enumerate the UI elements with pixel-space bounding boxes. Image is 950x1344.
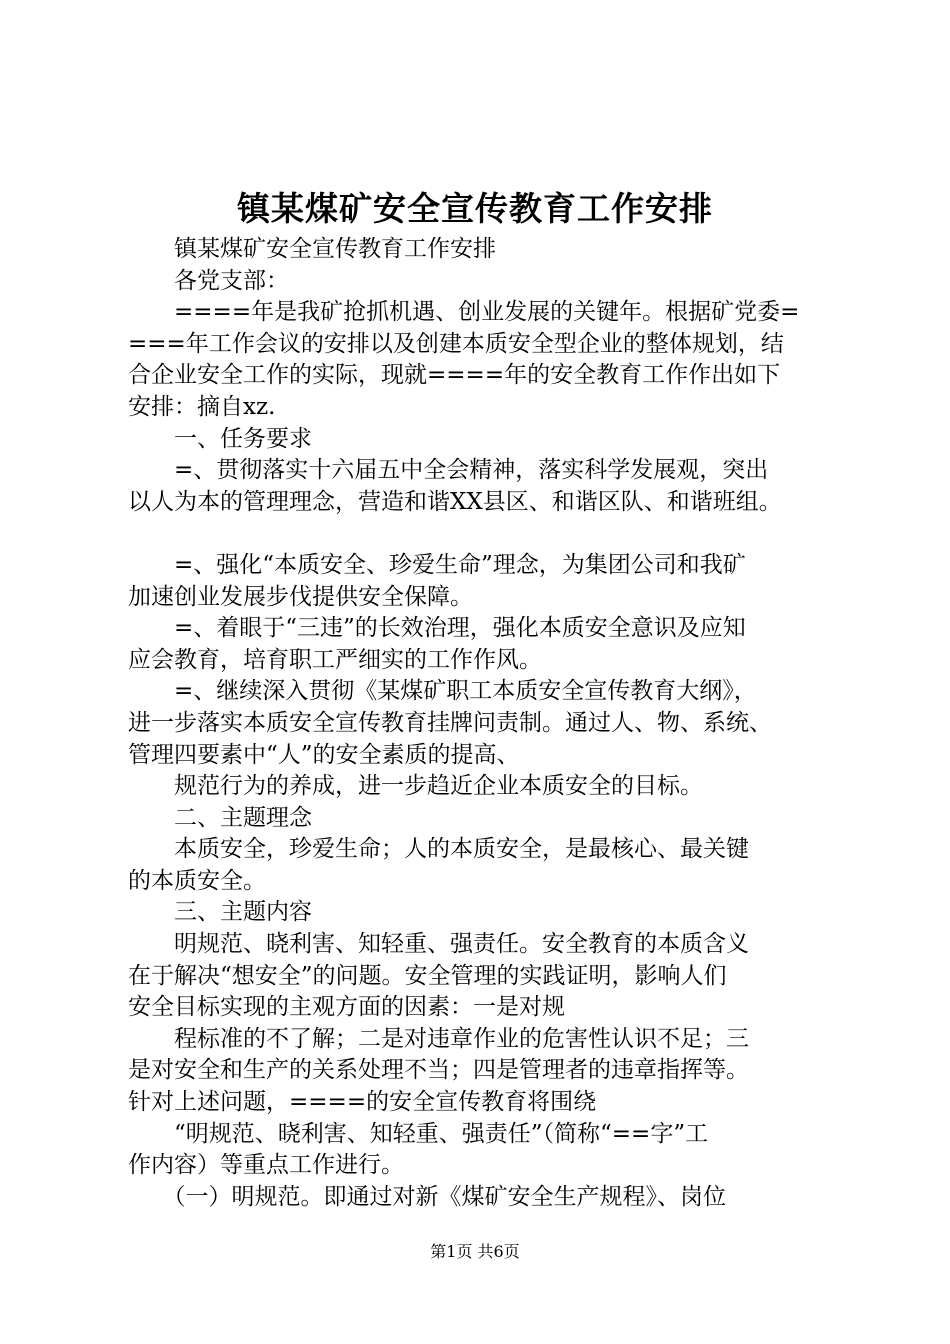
body-line: 合企业安全工作的实际，现就====年的安全教育工作作出如下 [128, 362, 781, 389]
body-line: 管理四要素中“人”的安全素质的提高、 [128, 741, 520, 768]
body-line: 以人为本的管理理念，营造和谐XX县区、和谐区队、和谐班组。 [128, 488, 782, 515]
body-line: 进一步落实本质安全宣传教育挂牌问责制。通过人、物、系统、 [128, 709, 772, 736]
document-body [128, 234, 840, 1213]
body-line: 是对安全和生产的关系处理不当；四是管理者的违章指挥等。 [128, 1057, 749, 1084]
body-line: 安排：摘自xz. [128, 393, 276, 420]
body-line: ====年是我矿抢抓机遇、创业发展的关键年。根据矿党委= [128, 299, 800, 326]
blank-line [128, 518, 840, 550]
body-line: 镇某煤矿安全宣传教育工作安排 [128, 236, 496, 262]
body-line: 本质安全，珍爱生命；人的本质安全，是最核心、最关键 [128, 836, 749, 863]
body-line: 二、主题理念 [128, 804, 312, 831]
body-line: =、继续深入贯彻《某煤矿职工本质安全宣传教育大纲》， [128, 678, 757, 705]
document-title: 镇某煤矿安全宣传教育工作安排 [237, 189, 713, 228]
body-line: 一、任务要求 [128, 425, 312, 452]
body-line: 各党支部： [128, 267, 289, 294]
body-line: 安全目标实现的主观方面的因素：一是对规 [128, 994, 565, 1021]
body-line: 在于解决“想安全”的问题。安全管理的实践证明，影响人们 [128, 962, 727, 989]
body-line: “明规范、晓利害、知轻重、强责任”（简称“==字”工 [128, 1120, 709, 1147]
body-line: 针对上述问题，====的安全宣传教育将围绕 [128, 1089, 597, 1116]
page-footer: 第1页 共6页 [430, 1242, 520, 1261]
body-line: =、贯彻落实十六届五中全会精神，落实科学发展观，突出 [128, 457, 769, 484]
body-line: 的本质安全。 [128, 867, 266, 894]
body-line: 程标准的不了解；二是对违章作业的危害性认识不足；三 [128, 1025, 749, 1052]
body-line: （一）明规范。即通过对新《煤矿安全生产规程》、岗位 [128, 1183, 726, 1210]
body-line: =、强化“本质安全、珍爱生命”理念，为集团公司和我矿 [128, 551, 746, 578]
body-line: 作内容）等重点工作进行。 [128, 1152, 404, 1179]
body-line: 加速创业发展步伐提供安全保障。 [128, 583, 473, 610]
body-line: =、着眼于“三违”的长效治理，强化本质安全意识及应知 [128, 615, 746, 642]
body-line: 规范行为的养成，进一步趋近企业本质安全的目标。 [128, 773, 703, 800]
body-line: ===年工作会议的安排以及创建本质安全型企业的整体规划，结 [128, 330, 784, 357]
body-line: 应会教育，培育职工严细实的工作作风。 [128, 646, 542, 673]
body-line: 三、主题内容 [128, 899, 312, 926]
body-line: 明规范、晓利害、知轻重、强责任。安全教育的本质含义 [128, 931, 749, 958]
